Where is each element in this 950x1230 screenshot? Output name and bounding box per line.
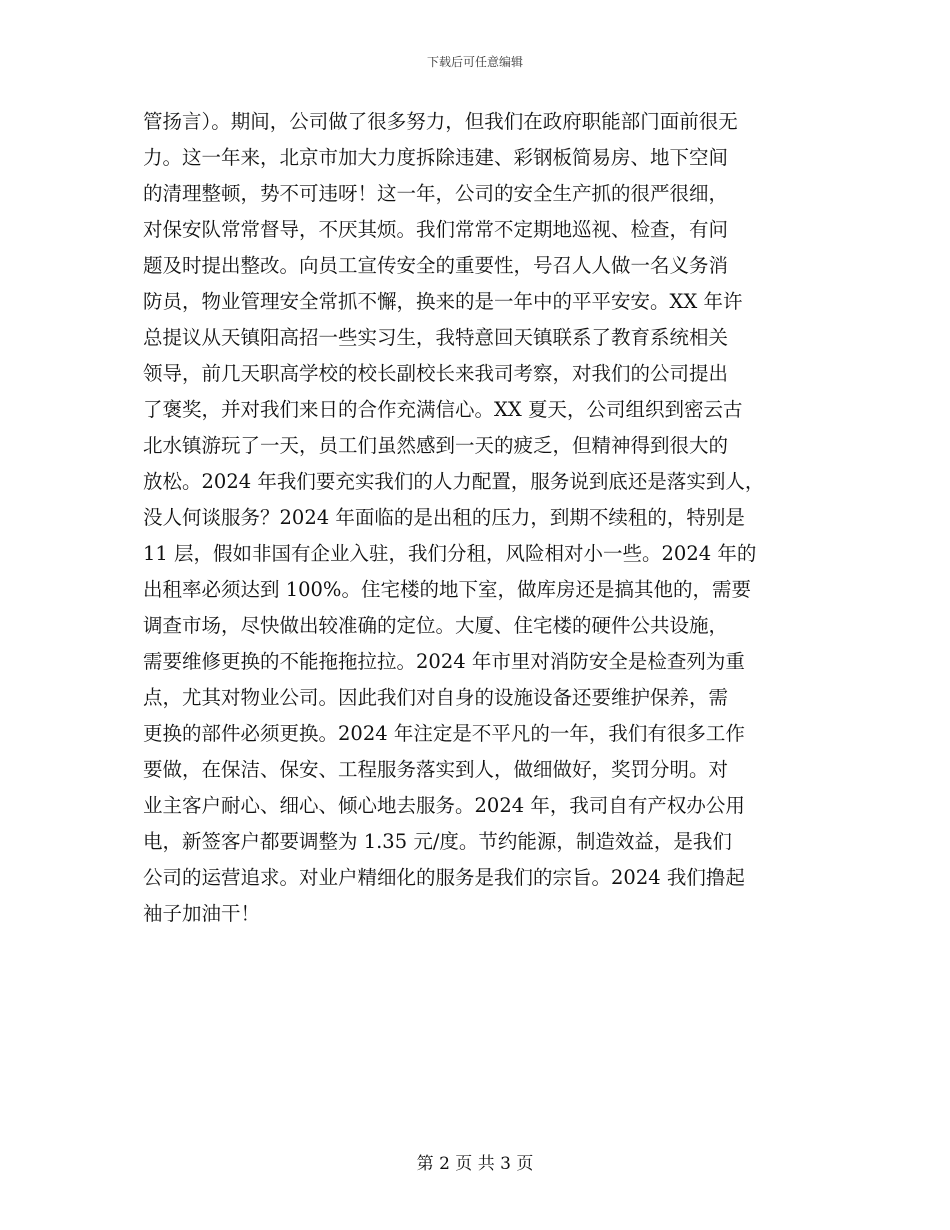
body-line: 北水镇游玩了一天，员工们虽然感到一天的疲乏，但精神得到很大的	[143, 434, 729, 457]
body-line: 业主客户耐心、细心、倾心地去服务。2024 年，我司自有产权办公用	[143, 794, 745, 817]
body-line: 对保安队常常督导，不厌其烦。我们常常不定期地巡视、检查，有问	[143, 218, 729, 241]
body-line: 11 层，假如非国有企业入驻，我们分租，风险相对小一些。2024 年的	[143, 542, 757, 565]
body-line: 领导，前几天职高学校的校长副校长来我司考察，对我们的公司提出	[143, 362, 729, 385]
body-line: 管扬言）。期间，公司做了很多努力，但我们在政府职能部门面前很无	[143, 110, 738, 133]
document-body	[143, 104, 808, 932]
body-line: 更换的部件必须更换。2024 年注定是不平凡的一年，我们有很多工作	[143, 722, 745, 745]
body-line: 出租率必须达到 100%。住宅楼的地下室，做库房还是搞其他的，需要	[143, 578, 751, 601]
body-line: 总提议从天镇阳高招一些实习生，我特意回天镇联系了教育系统相关	[143, 326, 729, 349]
body-line: 电，新签客户都要调整为 1.35 元/度。节约能源，制造效益，是我们	[143, 830, 732, 853]
page-number: 第 2 页 共 3 页	[416, 1154, 534, 1174]
body-line: 点，尤其对物业公司。因此我们对自身的设施设备还要维护保养，需	[143, 686, 729, 709]
body-line: 调查市场，尽快做出较准确的定位。大厦、住宅楼的硬件公共设施，	[143, 614, 729, 637]
body-line: 要做，在保洁、保安、工程服务落实到人，做细做好，奖罚分明。对	[143, 758, 729, 781]
body-line: 的清理整顿，势不可违呀！这一年，公司的安全生产抓的很严很细，	[143, 182, 729, 205]
body-line: 题及时提出整改。向员工宣传安全的重要性，号召人人做一名义务消	[143, 254, 729, 277]
body-line: 公司的运营追求。对业户精细化的服务是我们的宗旨。2024 我们撸起	[143, 866, 745, 889]
body-line: 放松。2024 年我们要充实我们的人力配置，服务说到底还是落实到人，	[143, 470, 765, 493]
page-header-note: 下载后可任意编辑	[426, 55, 523, 69]
body-line: 需要维修更换的不能拖拖拉拉。2024 年市里对消防安全是检查列为重	[143, 650, 745, 673]
body-line: 力。这一年来，北京市加大力度拆除违建、彩钢板简易房、地下空间	[143, 146, 729, 169]
body-line: 袖子加油干！	[143, 902, 261, 925]
body-line: 了褒奖，并对我们来日的合作充满信心。XX 夏天，公司组织到密云古	[143, 398, 743, 421]
body-line: 没人何谈服务？2024 年面临的是出租的压力，到期不续租的，特别是	[143, 506, 745, 529]
body-line: 防员，物业管理安全常抓不懈，换来的是一年中的平平安安。XX 年许	[143, 290, 743, 313]
